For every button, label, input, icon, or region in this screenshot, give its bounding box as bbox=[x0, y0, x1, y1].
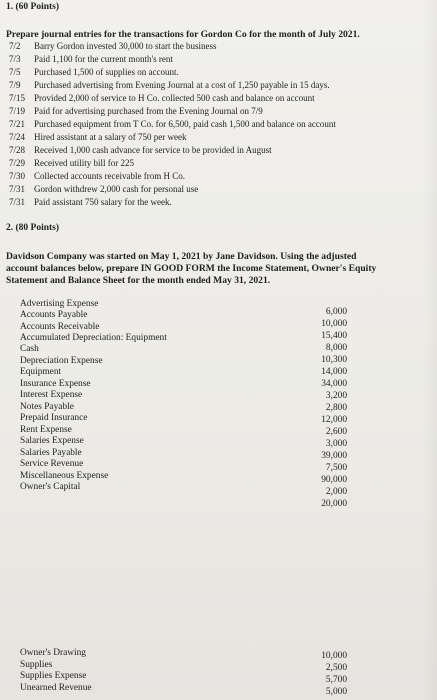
account-amount: 5,000 bbox=[325, 687, 347, 697]
account-name: Equipment bbox=[20, 367, 62, 377]
account-name: Rent Expense bbox=[20, 425, 72, 435]
account-amount: 20,000 bbox=[321, 499, 347, 509]
q1-header: 1. (60 Points) bbox=[6, 2, 60, 12]
account-name: Owner's Capital bbox=[20, 482, 81, 492]
transaction-date: 7/2 bbox=[9, 41, 21, 51]
transaction-date: 7/9 bbox=[9, 80, 21, 90]
transaction-text: Provided 2,000 of service to H Co. collected 500 cash and balance on account bbox=[34, 93, 315, 103]
account-name: Unearned Revenue bbox=[20, 683, 92, 693]
account-name: Miscellaneous Expense bbox=[20, 471, 109, 481]
transaction-text: Purchased advertising from Evening Journal at a cost of 1,250 payable in 15 days. bbox=[34, 80, 330, 90]
account-amount: 14,000 bbox=[321, 367, 347, 377]
transaction-date: 7/31 bbox=[9, 197, 26, 207]
transaction-text: Barry Gordon invested 30,000 to start the business bbox=[34, 41, 217, 51]
transaction-date: 7/28 bbox=[9, 145, 26, 155]
transaction-text: Purchased equipment from T Co. for 6,500, paid cash 1,500 and balance on account bbox=[34, 119, 336, 129]
transaction-text: Paid for advertising purchased from the Evening Journal on 7/9 bbox=[34, 106, 263, 116]
account-name: Depreciation Expense bbox=[20, 356, 103, 366]
transaction-text: Received utility bill for 225 bbox=[34, 158, 134, 168]
account-name: Accumulated Depreciation: Equipment bbox=[20, 333, 167, 343]
transaction-date: 7/24 bbox=[9, 132, 26, 142]
q2-intro-line: Davidson Company was started on May 1, 2021 by Jane Davidson. Using the adjusted bbox=[6, 251, 357, 262]
account-amount: 39,000 bbox=[321, 451, 347, 461]
q2-intro-line: Statement and Balance Sheet for the month ended May 31, 2021. bbox=[6, 275, 271, 286]
transaction-date: 7/30 bbox=[9, 171, 26, 181]
account-amount: 34,000 bbox=[321, 379, 347, 389]
transaction-text: Paid 1,100 for the current month's rent bbox=[34, 54, 173, 64]
account-name: Service Revenue bbox=[20, 459, 84, 469]
account-amount: 2,800 bbox=[325, 403, 347, 413]
account-name: Cash bbox=[20, 344, 39, 354]
account-name: Accounts Payable bbox=[20, 310, 88, 320]
account-name: Salaries Payable bbox=[20, 448, 82, 458]
account-name: Supplies bbox=[20, 660, 53, 670]
transaction-date: 7/15 bbox=[9, 93, 26, 103]
account-amount: 90,000 bbox=[321, 475, 347, 485]
account-name: Owner's Drawing bbox=[20, 648, 86, 658]
transaction-date: 7/5 bbox=[9, 67, 21, 77]
account-amount: 12,000 bbox=[321, 415, 347, 425]
q2-header: 2. (80 Points) bbox=[6, 223, 60, 233]
account-amount: 3,000 bbox=[325, 439, 347, 449]
transaction-text: Received 1,000 cash advance for service to be provided in August bbox=[34, 145, 272, 155]
account-amount: 7,500 bbox=[325, 463, 347, 473]
q1-intro: Prepare journal entries for the transactions for Gordon Co for the month of July 2021. bbox=[6, 29, 360, 40]
account-name: Salaries Expense bbox=[20, 436, 84, 446]
account-amount: 5,700 bbox=[325, 675, 347, 685]
account-name: Notes Payable bbox=[20, 402, 74, 412]
account-amount: 2,000 bbox=[325, 487, 347, 497]
transaction-text: Hired assistant at a salary of 750 per week bbox=[34, 132, 187, 142]
transaction-date: 7/3 bbox=[9, 54, 21, 64]
account-amount: 10,000 bbox=[321, 319, 347, 329]
account-amount: 10,300 bbox=[321, 355, 347, 365]
account-name: Advertising Expense bbox=[20, 299, 99, 309]
account-name: Interest Expense bbox=[20, 390, 83, 400]
transaction-text: Gordon withdrew 2,000 cash for personal use bbox=[34, 184, 199, 194]
account-amount: 8,000 bbox=[325, 343, 347, 353]
q2-intro-line: account balances below, prepare IN GOOD FORM the Income Statement, Owner's Equity bbox=[6, 263, 377, 274]
transaction-date: 7/31 bbox=[9, 184, 26, 194]
account-amount: 15,400 bbox=[321, 331, 347, 341]
transaction-text: Purchased 1,500 of supplies on account. bbox=[34, 67, 179, 77]
account-name: Supplies Expense bbox=[20, 671, 87, 681]
page-edge-shadow bbox=[423, 0, 437, 700]
transaction-date: 7/21 bbox=[9, 119, 26, 129]
transaction-text: Paid assistant 750 salary for the week. bbox=[34, 197, 172, 207]
account-name: Insurance Expense bbox=[20, 379, 91, 389]
account-amount: 6,000 bbox=[325, 307, 347, 317]
account-amount: 3,200 bbox=[325, 391, 347, 401]
account-amount: 2,600 bbox=[325, 427, 347, 437]
account-name: Accounts Receivable bbox=[20, 322, 100, 332]
transaction-text: Collected accounts receivable from H Co. bbox=[34, 171, 185, 181]
transaction-date: 7/29 bbox=[9, 158, 26, 168]
account-name: Prepaid Insurance bbox=[20, 413, 88, 423]
transaction-date: 7/19 bbox=[9, 106, 26, 116]
account-amount: 2,500 bbox=[325, 663, 347, 673]
account-amount: 10,000 bbox=[321, 651, 347, 661]
